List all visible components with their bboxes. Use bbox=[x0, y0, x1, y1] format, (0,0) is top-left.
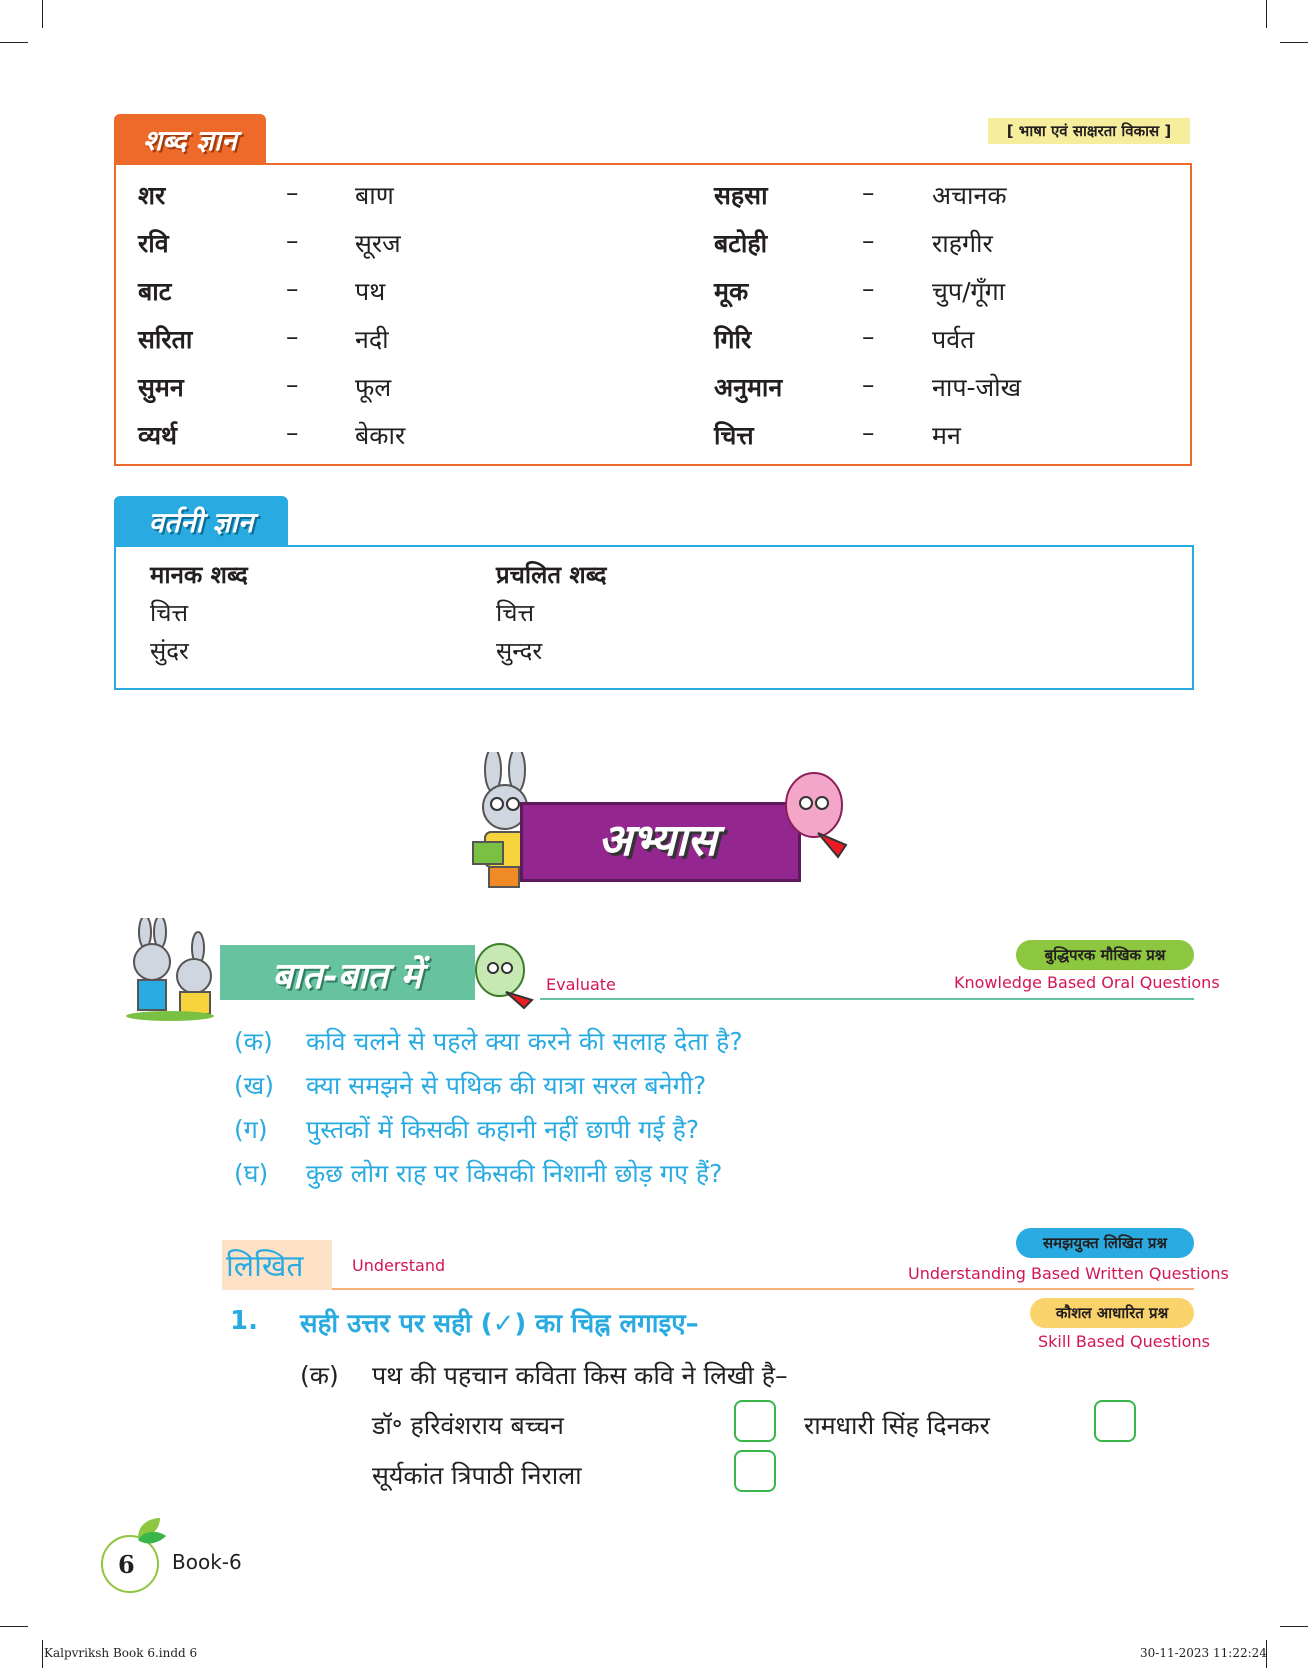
glossary-dash: – bbox=[862, 322, 875, 351]
common-word: चित्त bbox=[496, 599, 535, 627]
glossary-meaning: बाण bbox=[355, 181, 394, 210]
glossary-word: बाट bbox=[138, 277, 172, 306]
pencil-mascot-icon bbox=[470, 940, 540, 1010]
glossary-word: सुमन bbox=[138, 373, 184, 402]
common-word: सुन्दर bbox=[496, 637, 543, 665]
answer-checkbox[interactable] bbox=[734, 1450, 776, 1492]
question-text: कवि चलने से पहले क्या करने की सलाह देता है? bbox=[306, 1027, 743, 1056]
glossary-dash: – bbox=[862, 370, 875, 399]
print-datetime: 30-11-2023 11:22:24 bbox=[1140, 1646, 1267, 1660]
crop-mark bbox=[42, 1640, 43, 1668]
shabd-gyan-box bbox=[114, 163, 1192, 466]
sub-question-label: (क) bbox=[300, 1361, 339, 1390]
answer-checkbox[interactable] bbox=[734, 1400, 776, 1442]
glossary-meaning: राहगीर bbox=[932, 229, 993, 258]
option-label: डॉ॰ हरिवंशराय बच्चन bbox=[372, 1411, 564, 1440]
written-questions-label: Understanding Based Written Questions bbox=[908, 1264, 1229, 1283]
shabd-gyan-tab bbox=[114, 114, 266, 164]
question-label: (ख) bbox=[234, 1071, 274, 1100]
crop-mark bbox=[42, 0, 43, 28]
glossary-word: शर bbox=[138, 181, 166, 210]
abhyas-title: अभ्यास bbox=[598, 815, 717, 866]
vartani-gyan-tab bbox=[114, 496, 288, 546]
glossary-dash: – bbox=[862, 226, 875, 255]
crop-mark bbox=[1280, 1626, 1308, 1627]
likhit-title: लिखित bbox=[226, 1249, 304, 1284]
option-label: रामधारी सिंह दिनकर bbox=[804, 1411, 990, 1440]
oral-questions-pill: बुद्धिपरक मौखिक प्रश्न bbox=[1016, 940, 1194, 970]
standard-word: सुंदर bbox=[150, 637, 189, 665]
glossary-meaning: अचानक bbox=[932, 181, 1007, 210]
glossary-meaning: बेकार bbox=[355, 421, 406, 450]
glossary-dash: – bbox=[286, 370, 299, 399]
glossary-dash: – bbox=[862, 274, 875, 303]
shabd-gyan-title: शब्द ज्ञान bbox=[143, 124, 237, 157]
glossary-dash: – bbox=[862, 178, 875, 207]
written-questions-pill: समझयुक्त लिखित प्रश्न bbox=[1016, 1228, 1194, 1258]
question-text: कुछ लोग राह पर किसकी निशानी छोड़ गए हैं? bbox=[306, 1159, 723, 1188]
crop-mark bbox=[1266, 0, 1267, 28]
skill-questions-pill: कौशल आधारित प्रश्न bbox=[1030, 1298, 1194, 1328]
baat-baat-title: बात-बात में bbox=[272, 955, 422, 997]
glossary-meaning: नाप-जोख bbox=[932, 373, 1022, 402]
glossary-word: व्यर्थ bbox=[138, 421, 178, 450]
question-instruction: सही उत्तर पर सही (✓) का चिह्न लगाइए– bbox=[300, 1309, 699, 1339]
crop-mark bbox=[0, 1626, 28, 1627]
glossary-word: बटोही bbox=[714, 229, 768, 258]
glossary-meaning: फूल bbox=[355, 373, 392, 402]
glossary-word: अनुमान bbox=[714, 373, 783, 402]
pencil-mascot-icon bbox=[778, 765, 858, 865]
glossary-meaning: चुप/गूँगा bbox=[932, 277, 1006, 306]
skill-tag: [ भाषा एवं साक्षरता विकास ] bbox=[988, 118, 1190, 144]
section-rule bbox=[332, 1288, 1194, 1290]
glossary-meaning: मन bbox=[932, 421, 961, 450]
glossary-meaning: पर्वत bbox=[932, 325, 975, 354]
bloom-level-understand: Understand bbox=[352, 1256, 446, 1275]
glossary-dash: – bbox=[286, 178, 299, 207]
oral-questions-label: Knowledge Based Oral Questions bbox=[954, 973, 1220, 992]
question-label: (क) bbox=[234, 1027, 273, 1056]
glossary-dash: – bbox=[286, 274, 299, 303]
option-label: सूर्यकांत त्रिपाठी निराला bbox=[372, 1461, 582, 1490]
glossary-dash: – bbox=[286, 322, 299, 351]
sub-question-text: पथ की पहचान कविता किस कवि ने लिखी है– bbox=[372, 1361, 788, 1390]
glossary-word: सरिता bbox=[138, 325, 193, 354]
crop-mark bbox=[1280, 42, 1308, 43]
glossary-dash: – bbox=[862, 418, 875, 447]
question-text: क्या समझने से पथिक की यात्रा सरल बनेगी? bbox=[306, 1071, 707, 1100]
question-label: (घ) bbox=[234, 1159, 269, 1188]
skill-questions-label: Skill Based Questions bbox=[1038, 1332, 1210, 1351]
bloom-level-evaluate: Evaluate bbox=[546, 975, 616, 994]
vartani-gyan-box bbox=[114, 545, 1194, 690]
glossary-word: गिरि bbox=[714, 325, 752, 354]
glossary-word: सहसा bbox=[714, 181, 768, 210]
section-rule bbox=[540, 998, 1194, 1000]
glossary-meaning: सूरज bbox=[355, 229, 401, 258]
print-file-name: Kalpvriksh Book 6.indd 6 bbox=[44, 1646, 198, 1660]
rabbits-talking-icon bbox=[110, 918, 230, 1023]
glossary-word: मूक bbox=[714, 277, 749, 306]
glossary-meaning: पथ bbox=[355, 277, 386, 306]
glossary-meaning: नदी bbox=[355, 325, 389, 354]
question-number: 1. bbox=[230, 1306, 258, 1336]
page-number: 6 bbox=[118, 1550, 135, 1579]
glossary-word: चित्त bbox=[714, 421, 754, 450]
glossary-dash: – bbox=[286, 418, 299, 447]
book-label: Book-6 bbox=[172, 1550, 242, 1574]
standard-word: चित्त bbox=[150, 599, 189, 627]
standard-header: मानक शब्द bbox=[150, 561, 248, 589]
question-text: पुस्तकों में किसकी कहानी नहीं छापी गई है? bbox=[306, 1115, 700, 1144]
common-header: प्रचलित शब्द bbox=[496, 561, 607, 589]
glossary-dash: – bbox=[286, 226, 299, 255]
crop-mark bbox=[0, 42, 28, 43]
answer-checkbox[interactable] bbox=[1094, 1400, 1136, 1442]
vartani-gyan-title: वर्तनी ज्ञान bbox=[148, 506, 254, 539]
glossary-word: रवि bbox=[138, 229, 169, 258]
question-label: (ग) bbox=[234, 1115, 268, 1144]
